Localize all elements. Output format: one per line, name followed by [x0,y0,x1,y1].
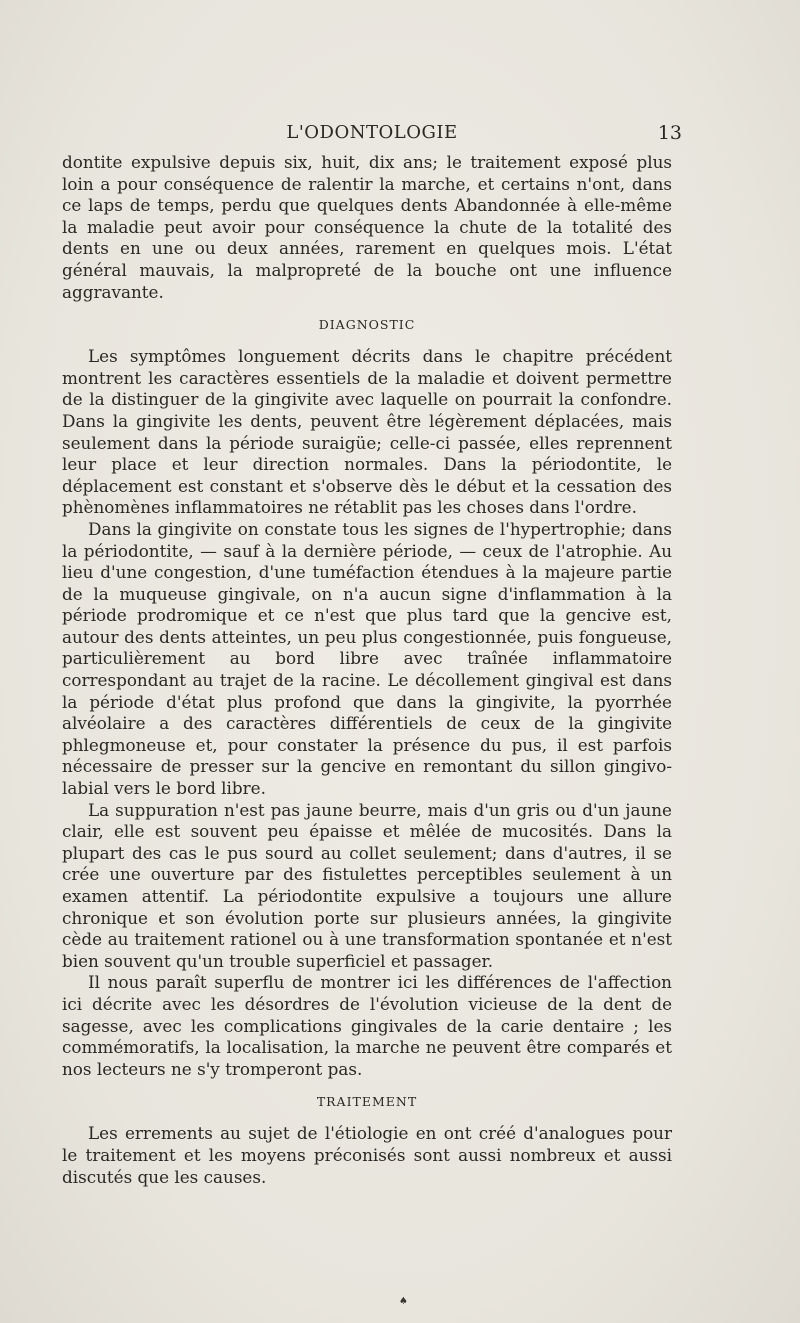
section-heading-traitement: TRAITEMENT [316,1094,418,1110]
paragraph-diagnostic-3: La suppuration n'est pas jaune beurre, mais d'un gris ou d'un jaune clair, elle est souvent peu épaisse et mêlée de mucosités. Dans la plupart des cas le pus sourd au collet seulement; dans d'autres, il se crée une ouverture par des fistulettes perceptibles seulement à un examen attentif. La périodontite expulsive a toujours une allure chronique et son évolution porte sur plusieurs années, la gingivite cède au traitement rationel ou à une transformation spontanée et n'est bien souvent qu'un trouble superficiel et passager. [62,799,672,971]
paragraph-diagnostic-1: Les symptômes longuement décrits dans le chapitre précédent montrent les caractères essentiels de la maladie et doivent permettre de la distinguer de la gingivite avec laquelle on pourrait la confondre. Dans la gingivite les dents, peuvent être légèrement déplacées, mais seulement dans la période suraigüe; celle-ci passée, elles reprennent leur place et leur direction normales. Dans la périodontite, le déplacement est constant et s'observe dès le début et la cessation des phènomènes inflammatoires ne rétablit pas les choses dans l'ordre. [62,346,672,518]
paragraph-continuation: dontite expulsive depuis six, huit, dix ans; le traitement exposé plus loin a pour conséquence de ralentir la marche, et certains n'ont, dans ce laps de temps, perdu que quelques dents Abandonnée à elle-même la maladie peut avoir pour conséquence la chute de la totalité des dents en une ou deux années, rarement en quelques mois. L'état général mauvais, la malpropreté de la bouche ont une influence aggravante. [62,152,672,302]
running-title: L'ODONTOLOGIE [286,122,458,143]
paragraph-traitement-1: Les errements au sujet de l'étiologie en ont créé d'analogues pour le traitement et les moyens préconisés sont aussi nombreux et aussi discutés que les causes. [62,1123,672,1187]
paragraph-diagnostic-2: Dans la gingivite on constate tous les signes de l'hypertrophie; dans la périodontite, — sauf à la dernière période, — ceux de l'atrophie. Au lieu d'une congestion, d'une tuméfaction étendues à la majeure partie de la muqueuse gingivale, on n'a aucun signe d'inflammation à la période prodromique et ce n'est que plus tard que la gencive est, autour des dents atteintes, un peu plus congestionnée, puis fongueuse, particulièrement au bord libre avec traînée inflammatoire correspondant au trajet de la racine. Le décollement gingival est dans la période d'état plus profond que dans la gingivite, la pyorrhée alvéolaire a des caractères différentiels de ceux de la gingivite phlegmoneuse et, pour constater la présence du pus, il est parfois nécessaire de presser sur la gencive en remontant du sillon gingivo-labial vers le bord libre. [62,518,672,799]
page-number: 13 [657,122,682,144]
page-header [62,122,682,146]
signature-mark: ♠ [399,1296,408,1307]
paragraph-diagnostic-4: Il nous paraît superflu de montrer ici les différences de l'affection ici décrite avec les désordres de l'évolution vicieuse de la dent de sagesse, avec les complications gingivales de la carie dentaire ; les commémoratifs, la localisation, la marche ne peuvent être comparés et nos lecteurs ne s'y tromperont pas. [62,972,672,1079]
section-heading-diagnostic: DIAGNOSTIC [318,317,416,333]
article-body [62,152,672,1188]
